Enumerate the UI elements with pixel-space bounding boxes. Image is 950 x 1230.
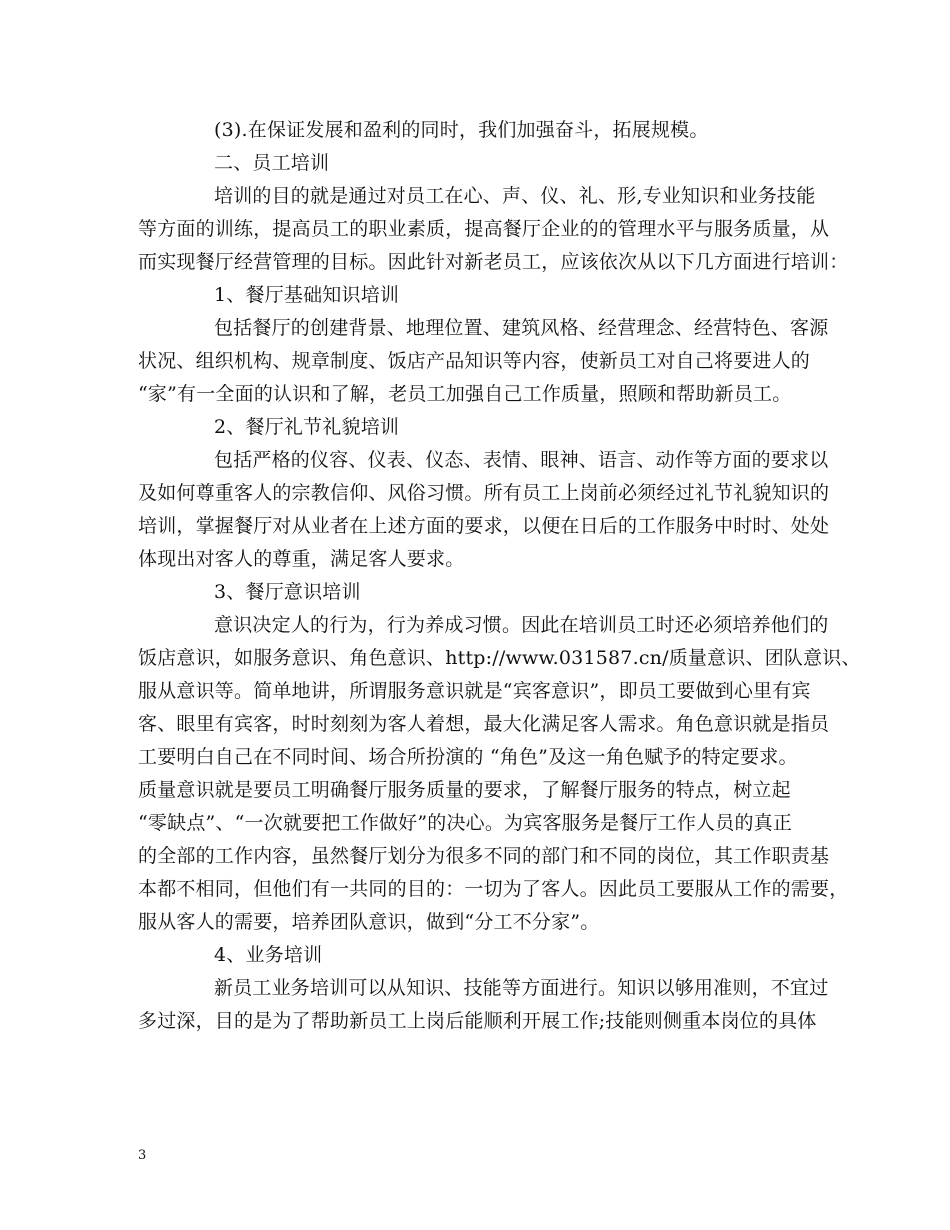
text-line-20: 工要明白自己在不同时间、场合所扮演的 “角色”及这一角色赋予的特定要求。 — [138, 746, 798, 768]
section-heading-staff-training: 二、员工培训 — [214, 152, 330, 174]
text-line-23: 的全部的工作内容，虽然餐厅划分为很多不同的部门和不同的岗位，其工作职责基 — [138, 845, 830, 867]
text-line-11: 包括严格的仪容、仪表、仪态、表情、眼神、语言、动作等方面的要求以 — [214, 449, 829, 471]
text-line-3: 培训的目的就是通过对员工在心、声、仪、礼、形,专业知识和业务技能 — [214, 185, 816, 207]
text-line-13: 培训，掌握餐厅对从业者在上述方面的要求，以便在日后的工作服务中时时、处处 — [138, 515, 830, 537]
text-line-28: 多过深，目的是为了帮助新员工上岗后能顺利开展工作;技能则侧重本岗位的具体 — [138, 1010, 817, 1032]
page-number: 3 — [138, 1148, 147, 1163]
text-line-18: 服从意识等。简单地讲，所谓服务意识就是“宾客意识”，即员工要做到心里有宾 — [138, 680, 811, 702]
subheading-etiquette: 2、餐厅礼节礼貌培训 — [214, 416, 400, 438]
text-line-27: 新员工业务培训可以从知识、技能等方面进行。知识以够用准则，不宜过 — [214, 977, 829, 999]
text-line-7: 包括餐厅的创建背景、地理位置、建筑风格、经营理念、经营特色、客源 — [214, 317, 829, 339]
text-line-25: 服从客人的需要，培养团队意识，做到“分工不分家”。 — [138, 911, 600, 933]
text-line-24: 本都不相同，但他们有一共同的目的：一切为了客人。因此员工要服从工作的需要， — [138, 878, 849, 900]
text-line-16: 意识决定人的行为，行为养成习惯。因此在培训员工时还必须培养他们的 — [214, 614, 829, 636]
text-line-21: 质量意识就是要员工明确餐厅服务质量的要求，了解餐厅服务的特点，树立起 — [138, 779, 791, 801]
text-line-14: 体现出对客人的尊重，满足客人要求。 — [138, 548, 465, 570]
subheading-awareness: 3、餐厅意识培训 — [214, 581, 361, 603]
subheading-basic-knowledge: 1、餐厅基础知识培训 — [214, 284, 400, 306]
text-line-1: (3).在保证发展和盈利的同时，我们加强奋斗，拓展规模。 — [214, 119, 709, 141]
subheading-business-training: 4、业务培训 — [214, 944, 323, 966]
text-line-17: 饭店意识，如服务意识、角色意识、http://www.031587.cn/质量意识、团队意识、 — [138, 647, 861, 669]
text-line-12: 及如何尊重客人的宗教信仰、风俗习惯。所有员工上岗前必须经过礼节礼貌知识的 — [138, 482, 830, 504]
text-line-9: “家”有一全面的认识和了解，老员工加强自己工作质量，照顾和帮助新员工。 — [138, 383, 792, 405]
text-line-8: 状况、组织机构、规章制度、饭店产品知识等内容，使新员工对自己将要进人的 — [138, 350, 811, 372]
text-line-22: “零缺点”、“一次就要把工作做好”的决心。为宾客服务是餐厅工作人员的真正 — [138, 812, 793, 834]
text-line-5: 而实现餐厅经营管理的目标。因此针对新老员工，应该依次从以下几方面进行培训： — [138, 251, 849, 273]
text-line-19: 客、眼里有宾客，时时刻刻为客人着想，最大化满足客人需求。角色意识就是指员 — [138, 713, 830, 735]
text-line-4: 等方面的训练，提高员工的职业素质，提高餐厅企业的的管理水平与服务质量，从 — [138, 218, 830, 240]
